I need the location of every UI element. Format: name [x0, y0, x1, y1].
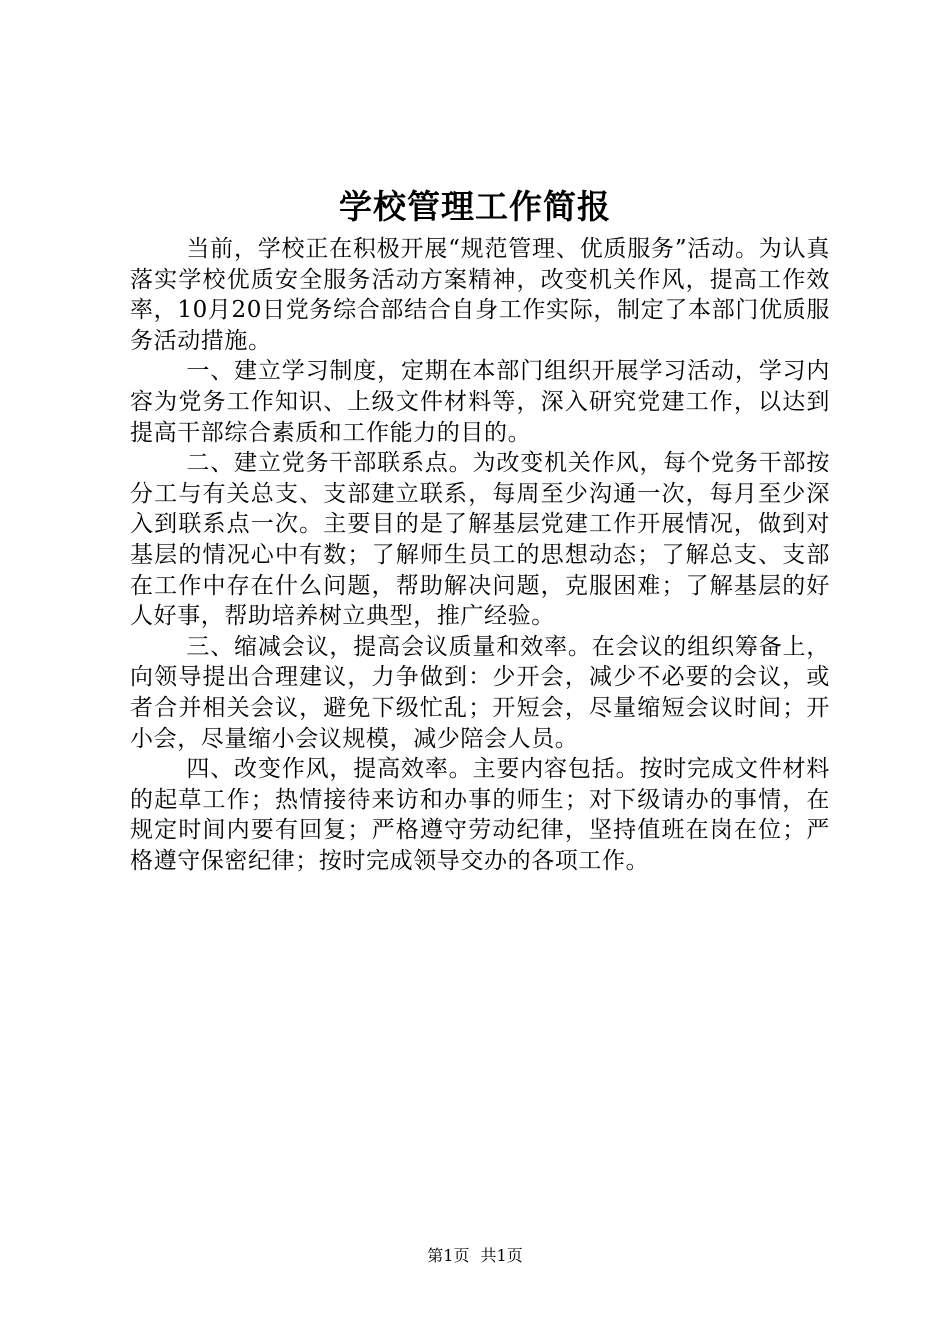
- paragraph-intro: 当前，学校正在积极开展“规范管理、优质服务”活动。为认真落实学校优质安全服务活动方案精神，改变机关作风，提高工作效率，10月20日党务综合部结合自身工作实际，制定了本部门优质服务活动措施。: [130, 236, 830, 354]
- document-body: [130, 234, 830, 876]
- paragraph-item-3: 三、缩减会议，提高会议质量和效率。在会议的组织筹备上，向领导提出合理建议，力争做到：少开会，减少不必要的会议，或者合并相关会议，避免下级忙乱；开短会，尽量缩短会议时间；开小会，尽量缩小会议规模，减少陪会人员。: [130, 633, 830, 752]
- paragraph-item-4: 四、改变作风，提高效率。主要内容包括。按时完成文件材料的起草工作；热情接待来访和办事的师生；对下级请办的事情，在规定时间内要有回复；严格遵守劳动纪律，坚持值班在岗在位；严格遵守保密纪律；按时完成领导交办的各项工作。: [130, 756, 830, 874]
- page-footer: [0, 1246, 950, 1266]
- paragraph-item-2: 二、建立党务干部联系点。为改变机关作风，每个党务干部按分工与有关总支、支部建立联系，每周至少沟通一次，每月至少深入到联系点一次。主要目的是了解基层党建工作开展情况，做到对基层的情况心中有数；了解师生员工的思想动态；了解总支、支部在工作中存在什么问题，帮助解决问题，克服困难；了解基层的好人好事，帮助培养树立典型，推广经验。: [130, 450, 830, 630]
- page-total: 共1页: [480, 1246, 523, 1265]
- paragraph-item-1: 一、建立学习制度，定期在本部门组织开展学习活动，学习内容为党务工作知识、上级文件材料等，深入研究党建工作，以达到提高干部综合素质和工作能力的目的。: [130, 358, 830, 446]
- document-title: 学校管理工作简报: [339, 187, 611, 226]
- page-number: 第1页: [427, 1246, 470, 1265]
